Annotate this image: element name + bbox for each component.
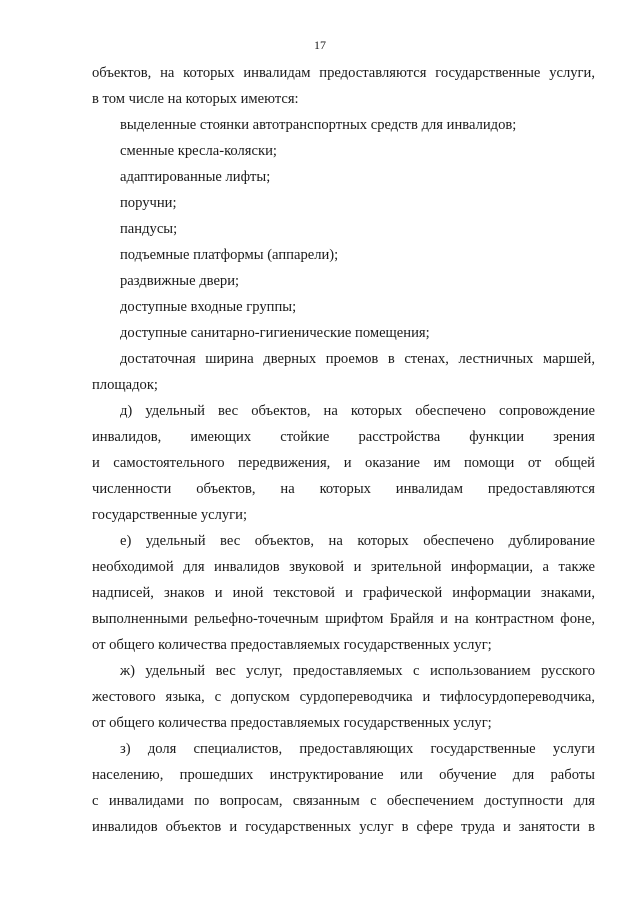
text-line: численности объектов, на которых инвалидам предоставляются — [92, 481, 595, 497]
text-line: в том числе на которых имеются: — [92, 91, 299, 107]
text-line: адаптированные лифты; — [120, 169, 271, 185]
document-body — [92, 60, 595, 840]
text-line: инвалидов объектов и государственных услуг в сфере труда и занятости в — [92, 819, 595, 835]
text-line: раздвижные двери; — [120, 273, 240, 289]
text-line: е) удельный вес объектов, на которых обеспечено дублирование — [120, 533, 595, 549]
text-line: д) удельный вес объектов, на которых обеспечено сопровождение — [120, 403, 595, 419]
text-line: с инвалидами по вопросам, связанным с обеспечением доступности для — [92, 793, 595, 809]
text-line: жестового языка, с допуском сурдопереводчика и тифлосурдопереводчика, — [92, 689, 595, 705]
text-line: достаточная ширина дверных проемов в стенах, лестничных маршей, — [120, 351, 595, 367]
text-line: необходимой для инвалидов звуковой и зрительной информации, а также — [92, 559, 595, 575]
text-line: поручни; — [120, 195, 177, 211]
text-line: площадок; — [92, 377, 158, 393]
text-line: доступные входные группы; — [120, 299, 297, 315]
text-line: сменные кресла-коляски; — [120, 143, 277, 159]
text-line: выделенные стоянки автотранспортных средств для инвалидов; — [120, 117, 517, 133]
text-line: государственные услуги; — [92, 507, 248, 523]
text-line: доступные санитарно-гигиенические помещения; — [120, 325, 430, 341]
text-line: ж) удельный вес услуг, предоставляемых с использованием русского — [120, 663, 595, 679]
page-number: 17 — [314, 38, 326, 52]
text-line: от общего количества предоставляемых государственных услуг; — [92, 715, 492, 731]
text-line: населению, прошедших инструктирование или обучение для работы — [92, 767, 595, 783]
text-line: выполненными рельефно-точечным шрифтом Брайля и на контрастном фоне, — [92, 611, 595, 627]
text-line: пандусы; — [120, 221, 178, 237]
text-line: подъемные платформы (аппарели); — [120, 247, 339, 263]
text-line: и самостоятельного передвижения, и оказание им помощи от общей — [92, 455, 595, 471]
text-line: объектов, на которых инвалидам предоставляются государственные услуги, — [92, 65, 595, 81]
text-line: надписей, знаков и иной текстовой и графической информации знаками, — [92, 585, 595, 601]
text-line: з) доля специалистов, предоставляющих государственные услуги — [120, 741, 595, 757]
text-line: от общего количества предоставляемых государственных услуг; — [92, 637, 492, 653]
text-line: инвалидов, имеющих стойкие расстройства функции зрения — [92, 429, 595, 445]
